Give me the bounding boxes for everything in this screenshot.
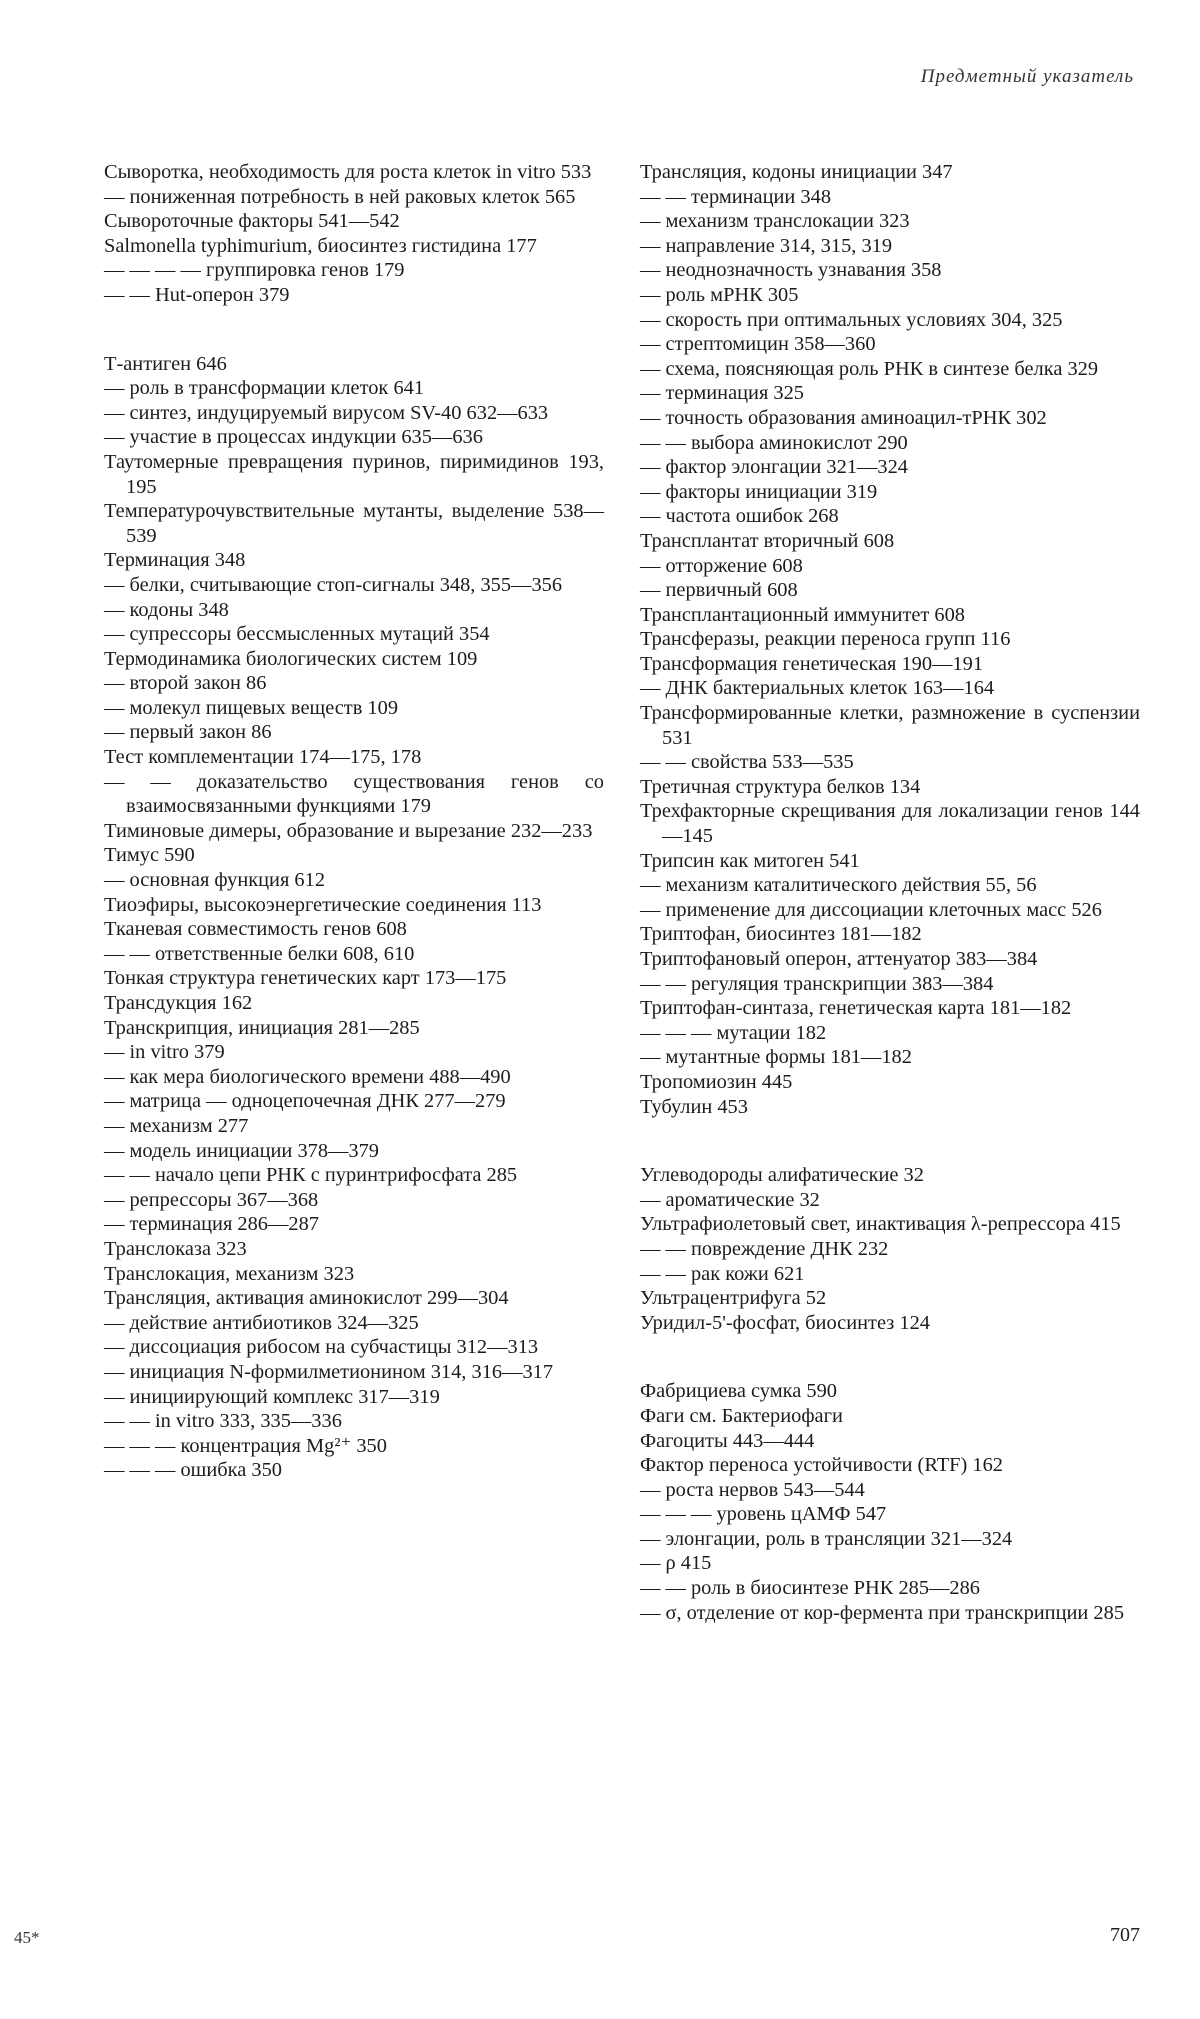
index-entry: Трансляция, кодоны инициации 347	[640, 161, 953, 183]
index-entry: Тимус 590	[104, 844, 195, 867]
index-entry: Тиминовые димеры, образование и вырезание 232—233	[104, 819, 593, 842]
section-gap	[640, 1119, 1140, 1163]
page-number: 707	[1110, 1924, 1140, 1946]
index-entry: Фактор переноса устойчивости (RTF) 162	[640, 1454, 1003, 1477]
index-entry: — — — — группировка генов 179	[104, 259, 405, 282]
index-entry: Ультрафиолетовый свет, инактивация λ-репрессора 415	[640, 1213, 1121, 1236]
index-column-right	[640, 160, 1140, 1625]
index-entry: — — начало цепи РНК с пуринтрифосфата 285	[104, 1164, 518, 1187]
index-entry: Транслоказа 323	[104, 1237, 247, 1260]
index-entry: — применение для диссоциации клеточных масс 526	[640, 898, 1102, 921]
section-gap	[640, 1335, 1140, 1379]
index-entry: Триптофан, биосинтез 181—182	[640, 923, 922, 946]
index-entry: — — in vitro 333, 335—336	[104, 1410, 342, 1433]
index-entry: Углеводороды алифатические 32	[640, 1164, 924, 1187]
index-entry: Таутомерные превращения пуринов, пиримидинов 193, 195	[104, 450, 604, 498]
running-header: Предметный указатель	[920, 66, 1134, 87]
index-entry: — инициирующий комплекс 317—319	[104, 1385, 440, 1408]
index-entry: — ароматические 32	[640, 1188, 820, 1211]
index-entry: — как мера биологического времени 488—490	[104, 1065, 511, 1088]
index-entry: — — доказательство существования генов со взаимосвязанными функциями 179	[104, 770, 604, 818]
index-entry: — in vitro 379	[104, 1041, 225, 1064]
index-entry: — первый закон 86	[104, 721, 272, 744]
index-entry: — механизм 277	[104, 1114, 249, 1137]
index-entry: Трансформированные клетки, размножение в суспензии 531	[640, 702, 1140, 749]
index-entry: — механизм каталитического действия 55, 56	[640, 874, 1037, 897]
index-entry: Уридил-5'-фосфат, биосинтез 124	[640, 1311, 930, 1334]
index-entry: Трансплантат вторичный 608	[640, 529, 895, 552]
index-entry: Триптофан-синтаза, генетическая карта 181—182	[640, 997, 1072, 1020]
index-entry: — стрептомицин 358—360	[640, 333, 876, 356]
index-entry: Сывороточные факторы 541—542	[104, 210, 400, 233]
index-entry: — терминация 286—287	[104, 1213, 319, 1236]
index-entry: — неоднозначность узнавания 358	[640, 259, 942, 282]
index-entry: — отторжение 608	[640, 554, 803, 577]
index-entry: Тканевая совместимость генов 608	[104, 918, 407, 941]
index-entry: Трансдукция 162	[104, 992, 253, 1014]
index-entry: — элонгации, роль в трансляции 321—324	[640, 1527, 1013, 1550]
index-entry: — белки, считывающие стоп-сигналы 348, 355—356	[104, 573, 563, 596]
index-entry: Т-антиген 646	[104, 352, 227, 375]
index-entry: Терминация 348	[104, 549, 246, 572]
index-entry: Трансплантационный иммунитет 608	[640, 603, 965, 626]
index-entry: — второй закон 86	[104, 672, 267, 695]
index-entry: Трансформация генетическая 190—191	[640, 652, 984, 675]
index-entry: — — выбора аминокислот 290	[640, 431, 908, 454]
index-entry: — участие в процессах индукции 635—636	[104, 426, 483, 449]
index-entry: — пониженная потребность в ней раковых клеток 565	[104, 185, 576, 208]
index-entry: — — — уровень цАМФ 547	[640, 1503, 887, 1526]
index-entry: — — Hut-оперон 379	[104, 283, 290, 306]
index-entry: Трипсин как митоген 541	[640, 849, 860, 872]
index-entry: — репрессоры 367—368	[104, 1188, 319, 1211]
index-entry: — — рак кожи 621	[640, 1262, 805, 1285]
index-entry: — матрица — одноцепочечная ДНК 277—279	[104, 1090, 506, 1113]
index-entry: — факторы инициации 319	[640, 480, 878, 503]
index-entry: — действие антибиотиков 324—325	[104, 1311, 419, 1334]
index-entry: Трансферазы, реакции переноса групп 116	[640, 628, 1011, 651]
index-entry: Тест комплементации 174—175, 178	[104, 746, 422, 769]
index-entry: Трансляция, активация аминокислот 299—304	[104, 1287, 509, 1310]
signature-mark: 45*	[14, 1928, 40, 1947]
index-entry: — — — мутации 182	[640, 1021, 827, 1044]
index-entry: — молекул пищевых веществ 109	[104, 696, 399, 719]
index-entry: Температурочувствительные мутанты, выделение 538—539	[104, 500, 604, 547]
index-entry: — фактор элонгации 321—324	[640, 456, 908, 479]
index-entry: — роль мРНК 305	[640, 283, 799, 306]
index-entry: — схема, поясняющая роль РНК в синтезе белка 329	[640, 357, 1099, 380]
index-entry: — супрессоры бессмысленных мутаций 354	[104, 623, 490, 646]
index-entry: Трехфакторные скрещивания для локализации генов 144—145	[640, 800, 1140, 848]
section-gap	[104, 308, 604, 352]
index-entry: — роста нервов 543—544	[640, 1478, 865, 1501]
index-entry: — частота ошибок 268	[640, 505, 839, 528]
index-entry: Тропомиозин 445	[640, 1070, 793, 1093]
index-entry: — ДНК бактериальных клеток 163—164	[640, 677, 995, 700]
index-entry: — механизм транслокации 323	[640, 210, 910, 233]
index-entry: Триптофановый оперон, аттенуатор 383—384	[640, 948, 1038, 970]
index-entry: Фагоциты 443—444	[640, 1429, 815, 1452]
index-entry: Тиоэфиры, высокоэнергетические соединения 113	[104, 893, 542, 916]
index-entry: — первичный 608	[640, 579, 798, 602]
index-entry: — скорость при оптимальных условиях 304, 325	[640, 308, 1063, 331]
index-entry: Ультрацентрифуга 52	[640, 1287, 827, 1310]
index-entry: — — терминации 348	[640, 185, 832, 208]
index-entry: — — — ошибка 350	[104, 1459, 282, 1482]
index-entry: Тонкая структура генетических карт 173—175	[104, 967, 507, 990]
index-entry: — ρ 415	[640, 1552, 712, 1575]
index-entry: — диссоциация рибосом на субчастицы 312—313	[104, 1336, 539, 1359]
index-entry: — σ, отделение от кор-фермента при транскрипции 285	[640, 1601, 1125, 1624]
index-entry: — кодоны 348	[104, 598, 229, 621]
index-entry: — основная функция 612	[104, 869, 326, 892]
index-entry: — инициация N-формилметионином 314, 316—317	[104, 1360, 554, 1383]
index-entry: — — роль в биосинтезе РНК 285—286	[640, 1577, 980, 1600]
index-entry: — синтез, индуцируемый вирусом SV-40 632—633	[104, 401, 549, 424]
index-entry: Сыворотка, необходимость для роста клеток in vitro 533	[104, 161, 592, 183]
index-entry: Транслокация, механизм 323	[104, 1262, 355, 1285]
index-entry: — — регуляция транскрипции 383—384	[640, 972, 994, 995]
index-entry: — точность образования аминоацил-тРНК 302	[640, 406, 1047, 429]
index-entry: — — повреждение ДНК 232	[640, 1237, 889, 1260]
index-column-left	[104, 160, 604, 1483]
index-entry: — терминация 325	[640, 382, 805, 405]
index-entry: Транскрипция, инициация 281—285	[104, 1016, 420, 1039]
index-entry: Salmonella typhimurium, биосинтез гистидина 177	[104, 234, 537, 257]
index-entry: — направление 314, 315, 319	[640, 234, 893, 257]
index-entry: — — свойства 533—535	[640, 751, 854, 774]
index-entry: Третичная структура белков 134	[640, 775, 921, 798]
index-entry: — модель инициации 378—379	[104, 1139, 380, 1162]
index-entry: — — — концентрация Mg²⁺ 350	[104, 1434, 387, 1457]
index-entry: Фабрициева сумка 590	[640, 1380, 837, 1403]
index-entry: — — ответственные белки 608, 610	[104, 942, 415, 965]
index-entry: Фаги см. Бактериофаги	[640, 1404, 843, 1427]
index-entry: — мутантные формы 181—182	[640, 1046, 912, 1069]
index-entry: Термодинамика биологических систем 109	[104, 647, 478, 670]
index-entry: — роль в трансформации клеток 641	[104, 377, 425, 400]
index-entry: Тубулин 453	[640, 1095, 748, 1118]
